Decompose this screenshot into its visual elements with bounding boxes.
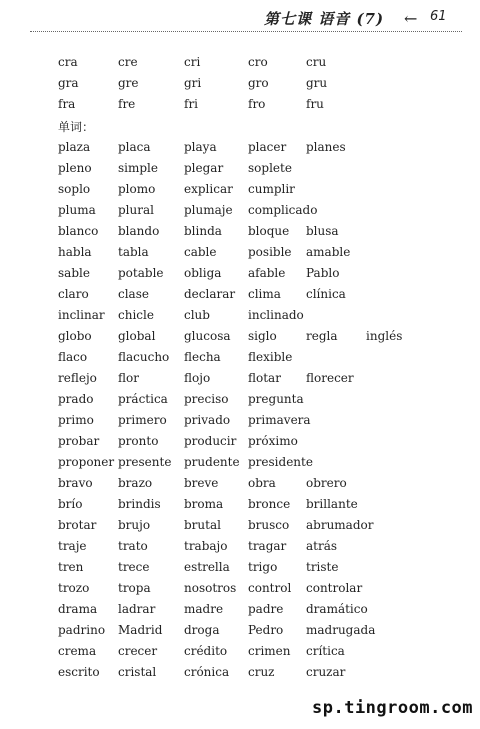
word-cell: triste	[306, 560, 339, 574]
word-cell: inclinado	[248, 308, 304, 322]
word-cell: placa	[118, 140, 151, 154]
word-row	[0, 515, 480, 535]
word-cell: trigo	[248, 560, 278, 574]
word-cell: soplete	[248, 161, 292, 175]
back-arrow-icon: ←	[404, 9, 418, 28]
word-row	[0, 242, 480, 262]
word-cell: probar	[58, 434, 100, 448]
word-cell: trabajo	[184, 539, 228, 553]
word-cell: blanco	[58, 224, 99, 238]
word-row	[0, 620, 480, 640]
word-cell: obliga	[184, 266, 222, 280]
word-cell: Madrid	[118, 623, 163, 637]
word-cell: clínica	[306, 287, 346, 301]
word-row	[0, 179, 480, 199]
word-cell: trato	[118, 539, 148, 553]
word-cell: bravo	[58, 476, 93, 490]
word-cell: club	[184, 308, 210, 322]
word-cell: brotar	[58, 518, 97, 532]
word-row	[0, 200, 480, 220]
word-cell: primo	[58, 413, 94, 427]
word-cell: crimen	[248, 644, 291, 658]
syllable-cell: cri	[184, 55, 201, 69]
syllable-row	[0, 73, 480, 93]
word-cell: ladrar	[118, 602, 156, 616]
syllable-cell: fre	[118, 97, 136, 111]
word-cell: inclinar	[58, 308, 105, 322]
word-cell: presente	[118, 455, 172, 469]
word-cell: potable	[118, 266, 164, 280]
word-cell: pluma	[58, 203, 96, 217]
word-cell: prado	[58, 392, 94, 406]
word-cell: flor	[118, 371, 139, 385]
word-cell: placer	[248, 140, 287, 154]
word-cell: proponer	[58, 455, 115, 469]
word-cell: privado	[184, 413, 231, 427]
word-cell: flecha	[184, 350, 221, 364]
word-cell: tabla	[118, 245, 149, 259]
word-cell: primavera	[248, 413, 311, 427]
word-cell: cumplir	[248, 182, 295, 196]
word-cell: escrito	[58, 665, 100, 679]
word-cell: plumaje	[184, 203, 233, 217]
word-cell: siglo	[248, 329, 277, 343]
word-cell: preciso	[184, 392, 229, 406]
word-cell: reflejo	[58, 371, 97, 385]
syllable-cell: gru	[306, 76, 328, 90]
word-row	[0, 137, 480, 157]
syllable-cell: gra	[58, 76, 79, 90]
word-cell: cristal	[118, 665, 157, 679]
page-number: 61	[430, 9, 447, 24]
word-cell: cruz	[248, 665, 275, 679]
syllable-cell: fri	[184, 97, 199, 111]
word-cell: flaco	[58, 350, 88, 364]
word-cell: pregunta	[248, 392, 304, 406]
word-cell: crema	[58, 644, 97, 658]
word-cell: crítica	[306, 644, 345, 658]
word-cell: afable	[248, 266, 286, 280]
word-cell: dramático	[306, 602, 368, 616]
word-cell: trece	[118, 560, 150, 574]
word-cell: habla	[58, 245, 92, 259]
word-row	[0, 368, 480, 388]
word-cell: tragar	[248, 539, 287, 553]
word-cell: breve	[184, 476, 219, 490]
word-cell: próximo	[248, 434, 298, 448]
word-cell: declarar	[184, 287, 236, 301]
word-row	[0, 284, 480, 304]
word-cell: sable	[58, 266, 90, 280]
word-cell: florecer	[306, 371, 354, 385]
word-row	[0, 494, 480, 514]
word-cell: madrugada	[306, 623, 376, 637]
word-cell: crónica	[184, 665, 230, 679]
word-cell: controlar	[306, 581, 363, 595]
word-cell: cable	[184, 245, 217, 259]
header-rule	[30, 31, 462, 32]
word-cell: tren	[58, 560, 84, 574]
word-cell: plaza	[58, 140, 91, 154]
word-row	[0, 599, 480, 619]
word-cell: brío	[58, 497, 83, 511]
word-cell: brutal	[184, 518, 221, 532]
syllable-cell: cra	[58, 55, 78, 69]
word-cell: amable	[306, 245, 351, 259]
word-cell: planes	[306, 140, 346, 154]
syllable-cell: fru	[306, 97, 324, 111]
word-cell: clase	[118, 287, 149, 301]
word-cell: droga	[184, 623, 220, 637]
word-row	[0, 410, 480, 430]
word-cell: Pablo	[306, 266, 340, 280]
word-cell: práctica	[118, 392, 168, 406]
word-row	[0, 473, 480, 493]
word-cell: posible	[248, 245, 292, 259]
word-cell: flexible	[248, 350, 293, 364]
syllable-cell: fra	[58, 97, 76, 111]
word-cell: atrás	[306, 539, 338, 553]
word-cell: trozo	[58, 581, 90, 595]
word-cell: producir	[184, 434, 237, 448]
word-cell: flacucho	[118, 350, 170, 364]
syllable-cell: gro	[248, 76, 269, 90]
word-cell: soplo	[58, 182, 91, 196]
word-cell: Pedro	[248, 623, 284, 637]
word-row	[0, 536, 480, 556]
word-cell: obrero	[306, 476, 347, 490]
word-cell: plegar	[184, 161, 224, 175]
word-row	[0, 263, 480, 283]
word-cell: pleno	[58, 161, 92, 175]
word-cell: explicar	[184, 182, 233, 196]
word-cell: padrino	[58, 623, 106, 637]
word-cell: obra	[248, 476, 276, 490]
word-row	[0, 221, 480, 241]
word-cell: global	[118, 329, 156, 343]
word-cell: traje	[58, 539, 87, 553]
word-cell: brindis	[118, 497, 161, 511]
word-cell: clima	[248, 287, 281, 301]
syllable-cell: fro	[248, 97, 266, 111]
word-row	[0, 305, 480, 325]
word-cell: nosotros	[184, 581, 237, 595]
word-cell: simple	[118, 161, 158, 175]
word-cell: drama	[58, 602, 98, 616]
watermark: sp.tingroom.com	[312, 698, 474, 718]
word-cell: glucosa	[184, 329, 231, 343]
syllable-row	[0, 52, 480, 72]
lesson-title: 第七课 语音 (7)	[264, 10, 385, 28]
word-cell: blusa	[306, 224, 339, 238]
word-row	[0, 641, 480, 661]
word-cell: chicle	[118, 308, 154, 322]
word-row	[0, 662, 480, 682]
word-cell: abrumador	[306, 518, 374, 532]
word-cell: primero	[118, 413, 167, 427]
word-row	[0, 557, 480, 577]
syllable-cell: gri	[184, 76, 202, 90]
vocab-label: 单词：	[58, 120, 95, 134]
word-row	[0, 431, 480, 451]
word-cell: pronto	[118, 434, 159, 448]
word-cell: broma	[184, 497, 224, 511]
word-cell: brillante	[306, 497, 358, 511]
word-cell: control	[248, 581, 292, 595]
word-cell: complicado	[248, 203, 318, 217]
word-cell: globo	[58, 329, 92, 343]
word-row	[0, 578, 480, 598]
word-row	[0, 347, 480, 367]
syllable-row	[0, 94, 480, 114]
word-cell: brujo	[118, 518, 151, 532]
syllable-cell: cro	[248, 55, 268, 69]
word-cell: madre	[184, 602, 224, 616]
word-cell: regla	[306, 329, 338, 343]
syllable-cell: cru	[306, 55, 327, 69]
word-cell: tropa	[118, 581, 151, 595]
word-cell: prudente	[184, 455, 240, 469]
word-cell: plural	[118, 203, 154, 217]
syllable-cell: gre	[118, 76, 139, 90]
word-cell: crédito	[184, 644, 228, 658]
word-cell: padre	[248, 602, 284, 616]
word-cell: bloque	[248, 224, 290, 238]
word-cell: blinda	[184, 224, 222, 238]
word-cell: plomo	[118, 182, 156, 196]
word-cell: estrella	[184, 560, 230, 574]
word-cell: flotar	[248, 371, 281, 385]
word-cell: inglés	[366, 329, 403, 343]
word-row	[0, 158, 480, 178]
word-cell: brusco	[248, 518, 290, 532]
word-row	[0, 452, 480, 472]
word-cell: blando	[118, 224, 160, 238]
word-cell: bronce	[248, 497, 291, 511]
word-cell: cruzar	[306, 665, 346, 679]
page-header	[0, 0, 480, 36]
word-cell: claro	[58, 287, 89, 301]
word-cell: playa	[184, 140, 217, 154]
word-cell: brazo	[118, 476, 153, 490]
word-cell: flojo	[184, 371, 211, 385]
syllable-cell: cre	[118, 55, 138, 69]
word-row	[0, 389, 480, 409]
word-row	[0, 326, 480, 346]
word-cell: presidente	[248, 455, 313, 469]
word-cell: crecer	[118, 644, 158, 658]
